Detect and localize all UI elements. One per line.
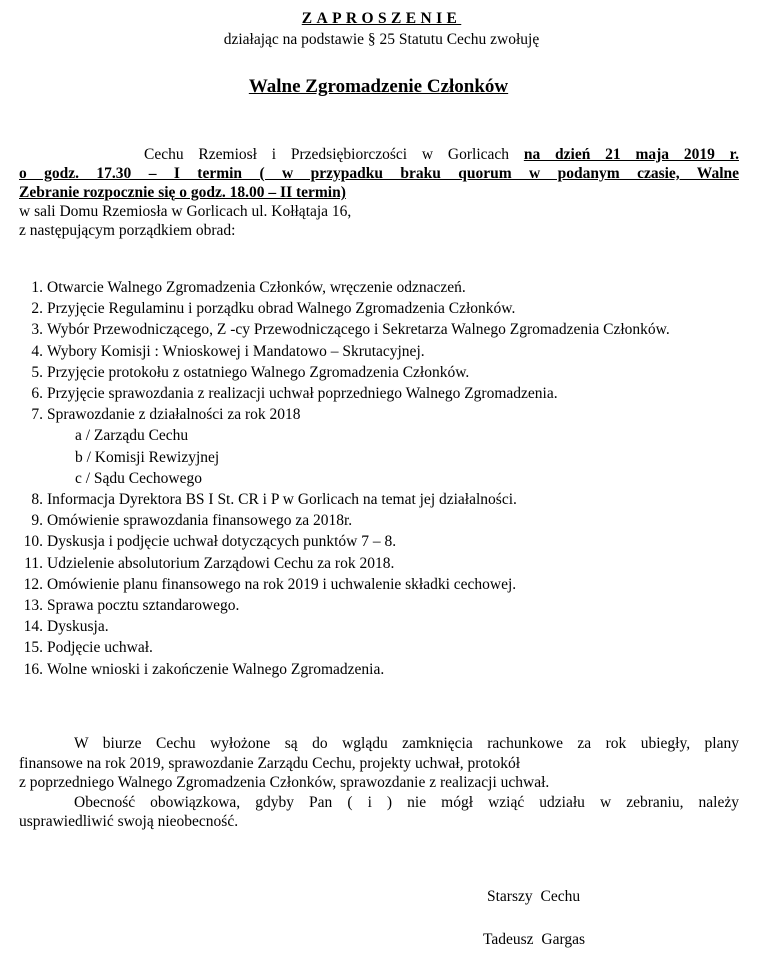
intro-line-1 bbox=[19, 145, 739, 164]
agenda-item-number: 7. bbox=[31, 406, 43, 424]
agenda-subitem: c / Sądu Cechowego bbox=[75, 469, 202, 487]
agenda-item-number: 3. bbox=[31, 321, 43, 339]
agenda-list bbox=[19, 277, 754, 680]
agenda-item bbox=[19, 531, 754, 552]
meeting-heading: Walne Zgromadzenie Członków bbox=[248, 76, 509, 97]
intro-location: w sali Domu Rzemiosła w Gorlicach ul. Kołłątaja 16, bbox=[19, 203, 352, 220]
agenda-item-number: 16. bbox=[23, 660, 43, 678]
agenda-item bbox=[19, 574, 754, 595]
agenda-item-text: Przyjęcie sprawozdania z realizacji uchwał poprzedniego Walnego Zgromadzenia. bbox=[47, 385, 558, 403]
agenda-subitem: a / Zarządu Cechu bbox=[75, 427, 189, 445]
agenda-item-number: 6. bbox=[31, 385, 43, 403]
agenda-item-text: Sprawozdanie z działalności za rok 2018 bbox=[47, 406, 301, 424]
agenda-item-text: Dyskusja. bbox=[47, 618, 109, 636]
document-title: ZAPROSZENIE bbox=[301, 10, 462, 27]
signature-name: Tadeusz Gargas bbox=[483, 931, 586, 948]
closing-paragraphs bbox=[19, 734, 739, 832]
intro-second-term: Zebranie rozpocznie się o godz. 18.00 – II termin) bbox=[19, 184, 346, 201]
agenda-subitem: b / Komisji Rewizyjnej bbox=[75, 448, 220, 466]
closing-text-4: Obecność obowiązkowa, gdyby Pan ( i ) nie mógł wziąć udziału w zebraniu, należy bbox=[74, 793, 739, 811]
agenda-item-number: 15. bbox=[23, 639, 43, 657]
agenda-item bbox=[19, 362, 754, 383]
document-subtitle: działając na podstawie § 25 Statutu Cechu zwołuję bbox=[223, 31, 540, 48]
agenda-item bbox=[19, 637, 754, 658]
agenda-item-text: Wybory Komisji : Wnioskowej i Mandatowo – Skrutacyjnej. bbox=[47, 342, 425, 360]
agenda-item bbox=[19, 277, 754, 298]
intro-agenda-lead: z następującym porządkiem obrad: bbox=[19, 222, 236, 239]
agenda-item-number: 4. bbox=[31, 342, 43, 360]
closing-text-1: W biurze Cechu wyłożone są do wglądu zamknięcia rachunkowe za rok ubiegły, plany bbox=[74, 735, 739, 752]
agenda-item bbox=[19, 341, 754, 362]
agenda-item bbox=[19, 595, 754, 616]
agenda-item-text: Sprawa pocztu sztandarowego. bbox=[47, 597, 240, 615]
agenda-item bbox=[19, 383, 754, 404]
agenda-item-number: 14. bbox=[23, 618, 43, 636]
agenda-item-number: 8. bbox=[31, 491, 43, 509]
agenda-item-text: Wybór Przewodniczącego, Z -cy Przewodniczącego i Sekretarza Walnego Zgromadzenia Członków. bbox=[47, 321, 670, 339]
agenda-item-text: Podjęcie uchwał. bbox=[47, 639, 153, 657]
agenda-item-text: Otwarcie Walnego Zgromadzenia Członków, wręczenie odznaczeń. bbox=[47, 279, 466, 296]
agenda-item bbox=[19, 659, 754, 680]
signature-role: Starszy Cechu bbox=[487, 888, 581, 905]
agenda-item-text: Przyjęcie protokołu z ostatniego Walnego Zgromadzenia Członków. bbox=[47, 363, 470, 381]
agenda-item-text: Omówienie planu finansowego na rok 2019 i uchwalenie składki cechowej. bbox=[47, 575, 517, 593]
agenda-item-text: Dyskusja i podjęcie uchwał dotyczących punktów 7 – 8. bbox=[47, 533, 397, 551]
intro-date: na dzień 21 maja 2019 r. bbox=[523, 146, 739, 163]
agenda-item bbox=[19, 319, 754, 340]
agenda-item-number: 5. bbox=[31, 363, 43, 381]
agenda-item-text: Informacja Dyrektora BS I St. CR i P w Gorlicach na temat jej działalności. bbox=[47, 491, 517, 509]
closing-line-1 bbox=[19, 734, 739, 754]
agenda-item-number: 12. bbox=[23, 575, 43, 593]
agenda-item bbox=[19, 489, 754, 510]
agenda-item bbox=[19, 404, 754, 489]
closing-line-5: usprawiedliwić swoją nieobecność. bbox=[19, 813, 239, 830]
agenda-item-text: Wolne wnioski i zakończenie Walnego Zgromadzenia. bbox=[47, 660, 385, 678]
agenda-item-number: 1. bbox=[31, 279, 43, 296]
closing-line-3: z poprzedniego Walnego Zgromadzenia Członków, sprawozdanie z realizacji uchwał. bbox=[19, 774, 550, 791]
intro-organization: Cechu Rzemiosł i Przedsiębiorczości w Gorlicach bbox=[144, 146, 524, 163]
intro-paragraph bbox=[19, 145, 739, 240]
agenda-item bbox=[19, 298, 754, 319]
agenda-item-number: 10. bbox=[23, 533, 43, 551]
agenda-item-text: Omówienie sprawozdania finansowego za 2018r. bbox=[47, 512, 353, 530]
agenda-item bbox=[19, 553, 754, 574]
agenda-item bbox=[19, 616, 754, 637]
agenda-item bbox=[19, 510, 754, 531]
closing-line-4 bbox=[19, 793, 739, 813]
agenda-item-number: 9. bbox=[31, 512, 43, 530]
agenda-item-text: Udzielenie absolutorium Zarządowi Cechu za rok 2018. bbox=[47, 554, 395, 572]
agenda-item-number: 2. bbox=[31, 300, 43, 318]
intro-time: o godz. 17.30 – I termin ( w przypadku braku quorum w podanym czasie, Walne bbox=[19, 165, 739, 182]
closing-line-2: finansowe na rok 2019, sprawozdanie Zarządu Cechu, projekty uchwał, protokół bbox=[19, 754, 521, 772]
agenda-item-number: 11. bbox=[24, 554, 43, 572]
agenda-item-number: 13. bbox=[23, 597, 43, 615]
agenda-item-text: Przyjęcie Regulaminu i porządku obrad Walnego Zgromadzenia Członków. bbox=[47, 300, 516, 318]
